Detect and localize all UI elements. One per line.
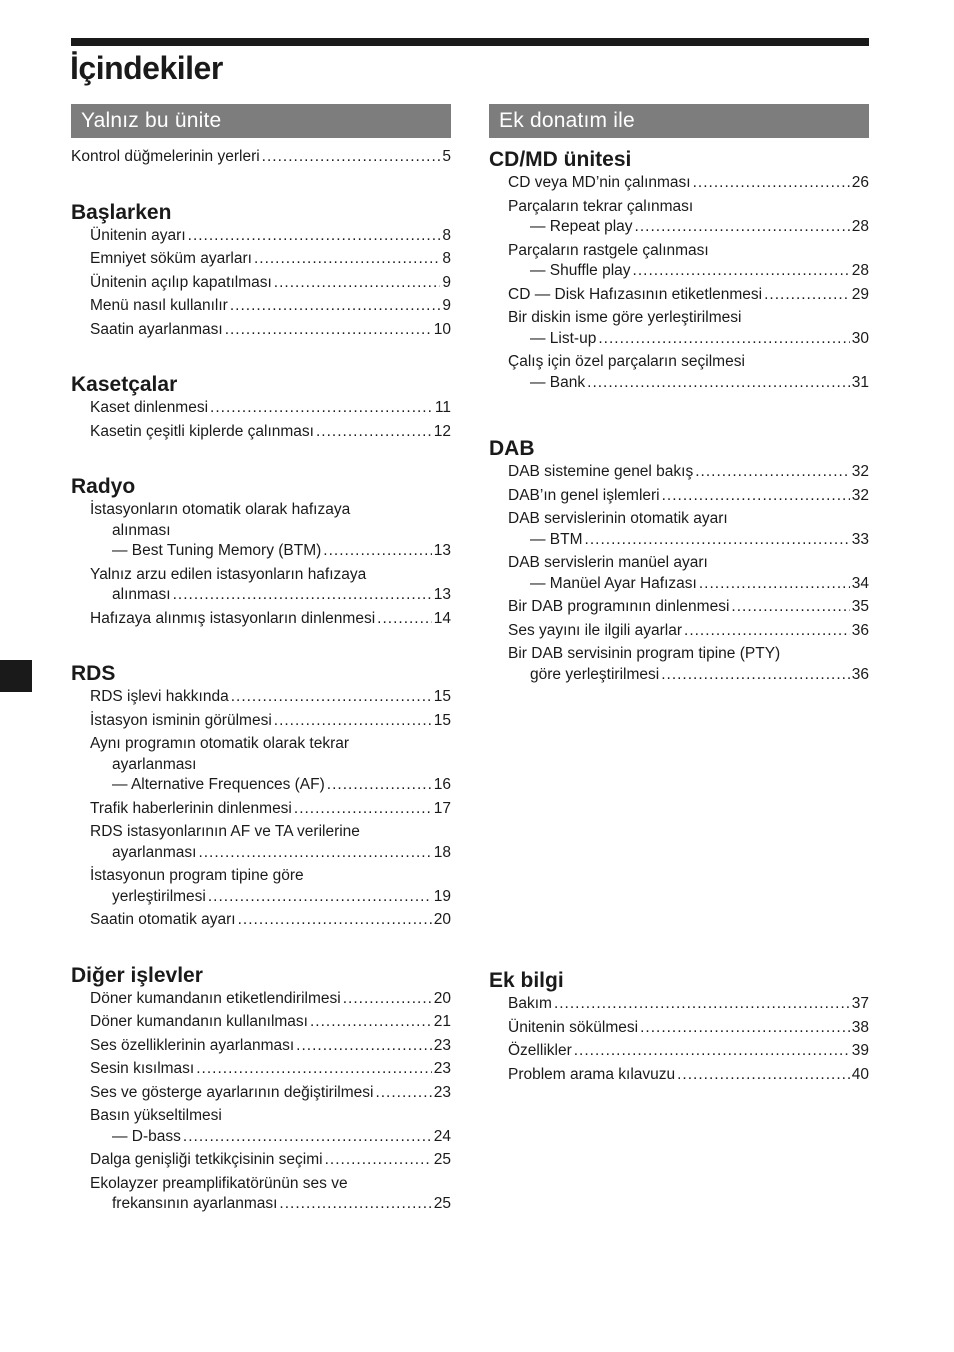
toc-entry xyxy=(508,509,869,550)
toc-entry-page-number: 20 xyxy=(433,989,451,1007)
toc-entry-continuation xyxy=(508,261,869,282)
toc-entry-line xyxy=(90,609,451,630)
section-title: RDS xyxy=(71,662,116,685)
toc-entry-line xyxy=(508,241,869,262)
toc-entry-continuation xyxy=(508,329,869,350)
toc-entry-line xyxy=(90,500,451,521)
toc-entry-text: CD — Disk Hafızasının etiketlenmesi xyxy=(508,285,763,303)
toc-entry xyxy=(90,609,451,630)
toc-entry-text: RDS istasyonlarının AF ve TA verilerine xyxy=(90,823,360,840)
dot-leader xyxy=(196,1059,432,1080)
toc-entry-text: Basın yükseltilmesi xyxy=(90,1107,222,1124)
dot-leader xyxy=(325,1150,432,1171)
toc-entry-text: Kontrol düğmelerinin yerleri xyxy=(71,148,260,165)
dot-leader xyxy=(699,574,850,595)
toc-entry-page-number: 10 xyxy=(433,320,451,338)
toc-entry xyxy=(90,226,451,247)
dot-leader xyxy=(323,541,431,562)
dot-leader xyxy=(274,711,432,732)
section-banner-yalniz-bu-unite: Yalnız bu ünite xyxy=(71,104,451,138)
toc-entry-page-number: 32 xyxy=(851,463,869,480)
toc-section-cd-md-unitesi xyxy=(489,147,869,393)
toc-entry-text: İstasyonların otomatik olarak hafızaya xyxy=(90,501,351,518)
toc-entry-text: Döner kumandanın etiketlendirilmesi xyxy=(90,989,341,1007)
dot-leader xyxy=(585,530,850,551)
toc-entry-line xyxy=(90,296,451,317)
dot-leader xyxy=(262,147,441,168)
section-title: Radyo xyxy=(71,475,136,498)
toc-entry-text: yerleştirilmesi xyxy=(112,887,206,905)
toc-entries xyxy=(71,147,451,168)
toc-entry-page-number: 15 xyxy=(433,688,451,705)
toc-entry-page-number: 29 xyxy=(851,285,869,303)
toc-entry-text: DAB servislerinin otomatik ayarı xyxy=(508,510,728,527)
toc-entry-text: — Manüel Ayar Hafızası xyxy=(530,574,697,592)
dot-leader xyxy=(254,249,440,270)
dot-leader xyxy=(677,1065,850,1086)
toc-entry-page-number: 5 xyxy=(442,148,451,165)
toc-entry-text: DAB servislerin manüel ayarı xyxy=(508,554,708,571)
dot-leader xyxy=(635,217,850,238)
section-title: Diğer işlevler xyxy=(71,963,203,987)
toc-entry-text: Ünitenin ayarı xyxy=(90,226,186,244)
dot-leader xyxy=(684,621,850,642)
dot-leader xyxy=(316,422,432,443)
dot-leader xyxy=(587,373,850,394)
toc-entry xyxy=(90,273,451,294)
toc-entries xyxy=(71,398,451,442)
toc-entry-text: Parçaların rastgele çalınması xyxy=(508,241,709,259)
section-title: Kasetçalar xyxy=(71,373,178,396)
dot-leader xyxy=(343,989,432,1010)
dot-leader xyxy=(554,994,850,1015)
toc-entry-text: Problem arama kılavuzu xyxy=(508,1065,676,1083)
dot-leader xyxy=(296,1036,432,1057)
toc-entry-text: DAB sistemine genel bakış xyxy=(508,463,694,480)
toc-entry xyxy=(508,241,869,282)
toc-entry-text: Hafızaya alınmış istasyonların dinlenmesi xyxy=(90,609,376,627)
toc-entry-text: — D-bass xyxy=(112,1127,181,1145)
toc-entry xyxy=(508,621,869,642)
toc-entry-page-number: 25 xyxy=(433,1195,451,1212)
toc-entry xyxy=(508,994,869,1015)
dot-leader xyxy=(764,285,850,306)
toc-entry-page-number: 34 xyxy=(851,574,869,592)
toc-entry-line xyxy=(90,799,451,820)
toc-entry-text: Ses özelliklerinin ayarlanması xyxy=(90,1036,295,1054)
toc-entry-page-number: 13 xyxy=(433,586,451,603)
toc-entry-page-number: 12 xyxy=(433,422,451,440)
toc-entry-page-number: 16 xyxy=(433,776,451,793)
toc-entry-text: ayarlanması xyxy=(112,755,197,773)
toc-entry-text: Bakım xyxy=(508,995,552,1012)
side-tab-marker xyxy=(0,660,32,692)
section-title: DAB xyxy=(489,437,535,460)
toc-entry-line xyxy=(508,621,869,642)
toc-entry-text: Saatin ayarlanması xyxy=(90,320,223,338)
toc-entry xyxy=(508,173,869,194)
dot-leader xyxy=(377,609,432,630)
toc-entry-line xyxy=(508,994,869,1015)
section-title: CD/MD ünitesi xyxy=(489,148,632,171)
toc-entry-text: Yalnız arzu edilen istasyonların hafızaya xyxy=(90,565,367,583)
toc-entry xyxy=(508,1041,869,1062)
toc-entry-line xyxy=(508,308,869,329)
toc-entry xyxy=(508,1018,869,1039)
toc-entry-page-number: 36 xyxy=(851,621,869,639)
toc-entry-text: RDS işlevi hakkında xyxy=(90,688,229,705)
toc-entry-line xyxy=(90,1174,451,1195)
toc-entry-page-number: 40 xyxy=(851,1065,869,1083)
toc-entry xyxy=(90,320,451,341)
toc-entry-continuation xyxy=(508,373,869,394)
toc-entries xyxy=(489,994,869,1085)
toc-entry-line xyxy=(508,462,869,483)
toc-entry-line xyxy=(508,173,869,194)
toc-entry-continuation xyxy=(90,887,451,908)
toc-entry-line xyxy=(90,1036,451,1057)
toc-entry-continuation xyxy=(508,217,869,238)
toc-entry xyxy=(90,398,451,419)
toc-entry-line xyxy=(508,644,869,665)
dot-leader xyxy=(274,273,441,294)
toc-entry-page-number: 17 xyxy=(433,799,451,817)
toc-entry-text: Ünitenin sökülmesi xyxy=(508,1018,639,1036)
toc-entry-text: — Best Tuning Memory (BTM) xyxy=(112,542,322,559)
toc-entry-line xyxy=(90,1106,451,1127)
toc-entry xyxy=(90,1059,451,1080)
toc-entry-line xyxy=(90,734,451,755)
toc-entry-text: Kaset dinlenmesi xyxy=(90,399,209,416)
toc-entry-line xyxy=(90,226,451,247)
toc-entry xyxy=(90,1036,451,1057)
toc-entry-page-number: 23 xyxy=(433,1036,451,1054)
toc-entry xyxy=(508,285,869,306)
toc-entry-continuation xyxy=(90,521,451,542)
toc-entry xyxy=(90,989,451,1010)
toc-section-kasetcalar xyxy=(71,372,451,442)
toc-entry-line xyxy=(90,320,451,341)
toc-entry-text: İstasyon isminin görülmesi xyxy=(90,711,272,729)
dot-leader xyxy=(661,665,850,686)
toc-entry-text: Ekolayzer preamplifikatörünün ses ve xyxy=(90,1174,348,1192)
toc-entry-line xyxy=(90,273,451,294)
toc-entries xyxy=(71,989,451,1215)
dot-leader xyxy=(574,1041,850,1062)
toc-entry xyxy=(508,308,869,349)
toc-entry-page-number: 38 xyxy=(851,1018,869,1036)
toc-entry-text: Ses yayını ile ilgili ayarlar xyxy=(508,621,683,639)
dot-leader xyxy=(183,1127,432,1148)
toc-entry-page-number: 18 xyxy=(433,843,451,861)
toc-entry-page-number: 8 xyxy=(442,250,451,267)
toc-entry-page-number: 35 xyxy=(851,598,869,615)
toc-entry-text: — Repeat play xyxy=(530,218,633,235)
toc-entry xyxy=(508,462,869,483)
dot-leader xyxy=(279,1194,431,1215)
toc-entry-page-number: 23 xyxy=(433,1083,451,1101)
dot-leader xyxy=(173,585,432,606)
toc-entries xyxy=(489,462,869,685)
toc-entry xyxy=(508,597,869,618)
dot-leader xyxy=(188,226,441,247)
toc-entry-continuation xyxy=(90,843,451,864)
toc-entries xyxy=(71,226,451,341)
toc-entry-page-number: 19 xyxy=(433,887,451,905)
toc-entry-page-number: 14 xyxy=(433,609,451,627)
section-title: Başlarken xyxy=(71,200,172,224)
toc-entry-text: — Bank xyxy=(530,373,586,391)
dot-leader xyxy=(327,775,432,796)
toc-entry xyxy=(90,866,451,907)
dot-leader xyxy=(662,486,850,507)
toc-entry-line xyxy=(90,910,451,931)
toc-entry xyxy=(90,799,451,820)
toc-section-ek-bilgi xyxy=(489,968,869,1085)
toc-entry-page-number: 15 xyxy=(433,711,451,729)
left-column xyxy=(71,104,451,1218)
toc-entry xyxy=(90,565,451,606)
toc-entry-line xyxy=(508,352,869,373)
toc-entry xyxy=(90,687,451,708)
toc-entry xyxy=(90,822,451,863)
toc-entry-line xyxy=(90,989,451,1010)
toc-entry-text: Trafik haberlerinin dinlenmesi xyxy=(90,799,292,817)
dot-leader xyxy=(198,843,431,864)
toc-entry xyxy=(508,197,869,238)
toc-entry-text: Bir diskin isme göre yerleştirilmesi xyxy=(508,309,742,326)
toc-entry-page-number: 37 xyxy=(851,995,869,1012)
toc-entry-continuation xyxy=(90,1194,451,1215)
toc-entry-page-number: 23 xyxy=(433,1060,451,1077)
toc-entry-line xyxy=(90,1059,451,1080)
toc-section-rds xyxy=(71,661,451,931)
toc-entry-continuation xyxy=(90,755,451,776)
toc-entry-text: Dalga genişliği tetkikçisinin seçimi xyxy=(90,1151,323,1168)
toc-section-radyo xyxy=(71,474,451,629)
toc-entry-line xyxy=(90,1012,451,1033)
toc-entry xyxy=(508,644,869,685)
dot-leader xyxy=(231,687,432,708)
toc-entry-text: Bir DAB servisinin program tipine (PTY) xyxy=(508,645,781,662)
toc-entries xyxy=(489,173,869,393)
toc-entry-page-number: 28 xyxy=(851,218,869,235)
toc-entry-page-number: 39 xyxy=(851,1042,869,1059)
right-column xyxy=(489,104,869,1088)
toc-entry-text: — BTM xyxy=(530,530,583,548)
toc-entry-line xyxy=(90,711,451,732)
toc-entry-continuation xyxy=(90,1127,451,1148)
toc-entry-line xyxy=(508,553,869,574)
toc-entry-line xyxy=(508,1065,869,1086)
toc-entry-continuation xyxy=(90,775,451,796)
toc-entry-line xyxy=(90,822,451,843)
toc-entry xyxy=(71,147,451,168)
toc-entry-line xyxy=(90,249,451,270)
toc-section-baslarken xyxy=(71,200,451,341)
toc-entry-text: Aynı programın otomatik olarak tekrar xyxy=(90,735,350,752)
dot-leader xyxy=(210,398,433,419)
toc-entry-continuation xyxy=(508,574,869,595)
toc-entry-page-number: 31 xyxy=(851,373,869,391)
toc-entry xyxy=(90,1174,451,1215)
toc-entry-text: Ses ve gösterge ayarlarının değiştirilmesi xyxy=(90,1083,374,1101)
dot-leader xyxy=(731,597,849,618)
toc-entry xyxy=(90,1083,451,1104)
toc-entry-text: alınması xyxy=(112,521,171,539)
section-title: Ek bilgi xyxy=(489,969,564,992)
toc-entry xyxy=(90,1106,451,1147)
toc-entry-text: İstasyonun program tipine göre xyxy=(90,867,304,884)
toc-entry-text: — Alternative Frequences (AF) xyxy=(112,776,325,793)
section-banner-ek-donatim-ile: Ek donatım ile xyxy=(489,104,869,138)
toc-entry xyxy=(90,1150,451,1171)
toc-entry xyxy=(90,249,451,270)
toc-entry-line xyxy=(508,285,869,306)
toc-entry-page-number: 32 xyxy=(851,486,869,504)
toc-entry-text: Parçaların tekrar çalınması xyxy=(508,197,694,215)
toc-entry-page-number: 26 xyxy=(851,174,869,191)
dot-leader xyxy=(598,329,849,350)
page-title: İçindekiler xyxy=(70,50,223,86)
toc-entry-text: Çalış için özel parçaların seçilmesi xyxy=(508,353,745,370)
toc-entry-line xyxy=(90,866,451,887)
dot-leader xyxy=(208,887,432,908)
toc-entry-page-number: 9 xyxy=(442,297,451,314)
toc-entry-text: Özellikler xyxy=(508,1042,572,1059)
toc-entry-text: Emniyet söküm ayarları xyxy=(90,250,252,267)
toc-entry-text: DAB’ın genel işlemleri xyxy=(508,486,660,504)
toc-entry xyxy=(90,296,451,317)
toc-entry-line xyxy=(90,1150,451,1171)
dot-leader xyxy=(695,462,850,483)
toc-entry-line xyxy=(90,398,451,419)
toc-entry xyxy=(90,910,451,931)
toc-entry-text: Kasetin çeşitli kiplerde çalınması xyxy=(90,422,314,440)
toc-entry-line xyxy=(508,486,869,507)
dot-leader xyxy=(693,173,850,194)
toc-entry-text: Sesin kısılması xyxy=(90,1060,195,1077)
toc-entry-text: Menü nasıl kullanılır xyxy=(90,297,228,314)
toc-entry-continuation xyxy=(508,665,869,686)
toc-entry-page-number: 24 xyxy=(433,1127,451,1145)
toc-section-diger-islevler xyxy=(71,963,451,1215)
toc-entry-line xyxy=(508,509,869,530)
toc-entry-text: alınması xyxy=(112,586,171,603)
toc-entry xyxy=(90,422,451,443)
toc-entry-page-number: 8 xyxy=(442,226,451,244)
toc-entry-text: — Shuffle play xyxy=(530,262,631,279)
toc-entry-text: — List-up xyxy=(530,329,597,347)
toc-entry-line xyxy=(90,1083,451,1104)
toc-entry-line xyxy=(90,687,451,708)
dot-leader xyxy=(238,910,432,931)
toc-entries xyxy=(71,687,451,931)
dot-leader xyxy=(310,1012,432,1033)
toc-entry-line xyxy=(508,197,869,218)
toc-entry-page-number: 20 xyxy=(433,911,451,928)
toc-entry-continuation xyxy=(90,541,451,562)
toc-entries xyxy=(71,500,451,629)
toc-entry xyxy=(508,553,869,594)
dot-leader xyxy=(225,320,432,341)
toc-entry-text: ayarlanması xyxy=(112,843,197,861)
toc-entry-text: CD veya MD’nin çalınması xyxy=(508,174,691,191)
toc-entry-line xyxy=(508,1041,869,1062)
toc-entry-line xyxy=(508,1018,869,1039)
toc-entry-page-number: 9 xyxy=(442,273,451,291)
dot-leader xyxy=(230,296,441,317)
toc-entry-page-number: 36 xyxy=(851,665,869,683)
dot-leader xyxy=(633,261,850,282)
toc-entry-text: Döner kumandanın kullanılması xyxy=(90,1013,308,1030)
toc-entry-text: Bir DAB programının dinlenmesi xyxy=(508,598,730,615)
toc-entry xyxy=(90,500,451,562)
toc-entry xyxy=(90,1012,451,1033)
top-rule xyxy=(71,38,869,46)
toc-entry-page-number: 25 xyxy=(433,1151,451,1168)
toc-entry xyxy=(508,352,869,393)
toc-entry-line xyxy=(90,422,451,443)
toc-entry xyxy=(508,1065,869,1086)
toc-entry-text: frekansının ayarlanması xyxy=(112,1195,278,1212)
toc-entry-page-number: 33 xyxy=(851,530,869,548)
toc-entry-page-number: 11 xyxy=(434,399,451,416)
toc-entry-continuation xyxy=(508,530,869,551)
dot-leader xyxy=(375,1083,431,1104)
toc-entry-text: göre yerleştirilmesi xyxy=(530,665,660,683)
toc-entry-page-number: 21 xyxy=(433,1013,451,1030)
toc-entry-page-number: 13 xyxy=(433,542,451,559)
toc-entry-line xyxy=(90,565,451,586)
toc-section-dab xyxy=(489,436,869,685)
toc-entry xyxy=(90,711,451,732)
toc-entry xyxy=(508,486,869,507)
toc-entry-text: Ünitenin açılıp kapatılması xyxy=(90,273,272,291)
toc-entry-continuation xyxy=(90,585,451,606)
toc-entry-line xyxy=(508,597,869,618)
toc-entry xyxy=(90,734,451,796)
toc-entry-page-number: 28 xyxy=(851,262,869,279)
dot-leader xyxy=(294,799,432,820)
toc-entry-page-number: 30 xyxy=(851,329,869,347)
toc-entry-text: Saatin otomatik ayarı xyxy=(90,911,236,928)
toc-entry-line xyxy=(71,147,451,168)
dot-leader xyxy=(640,1018,850,1039)
